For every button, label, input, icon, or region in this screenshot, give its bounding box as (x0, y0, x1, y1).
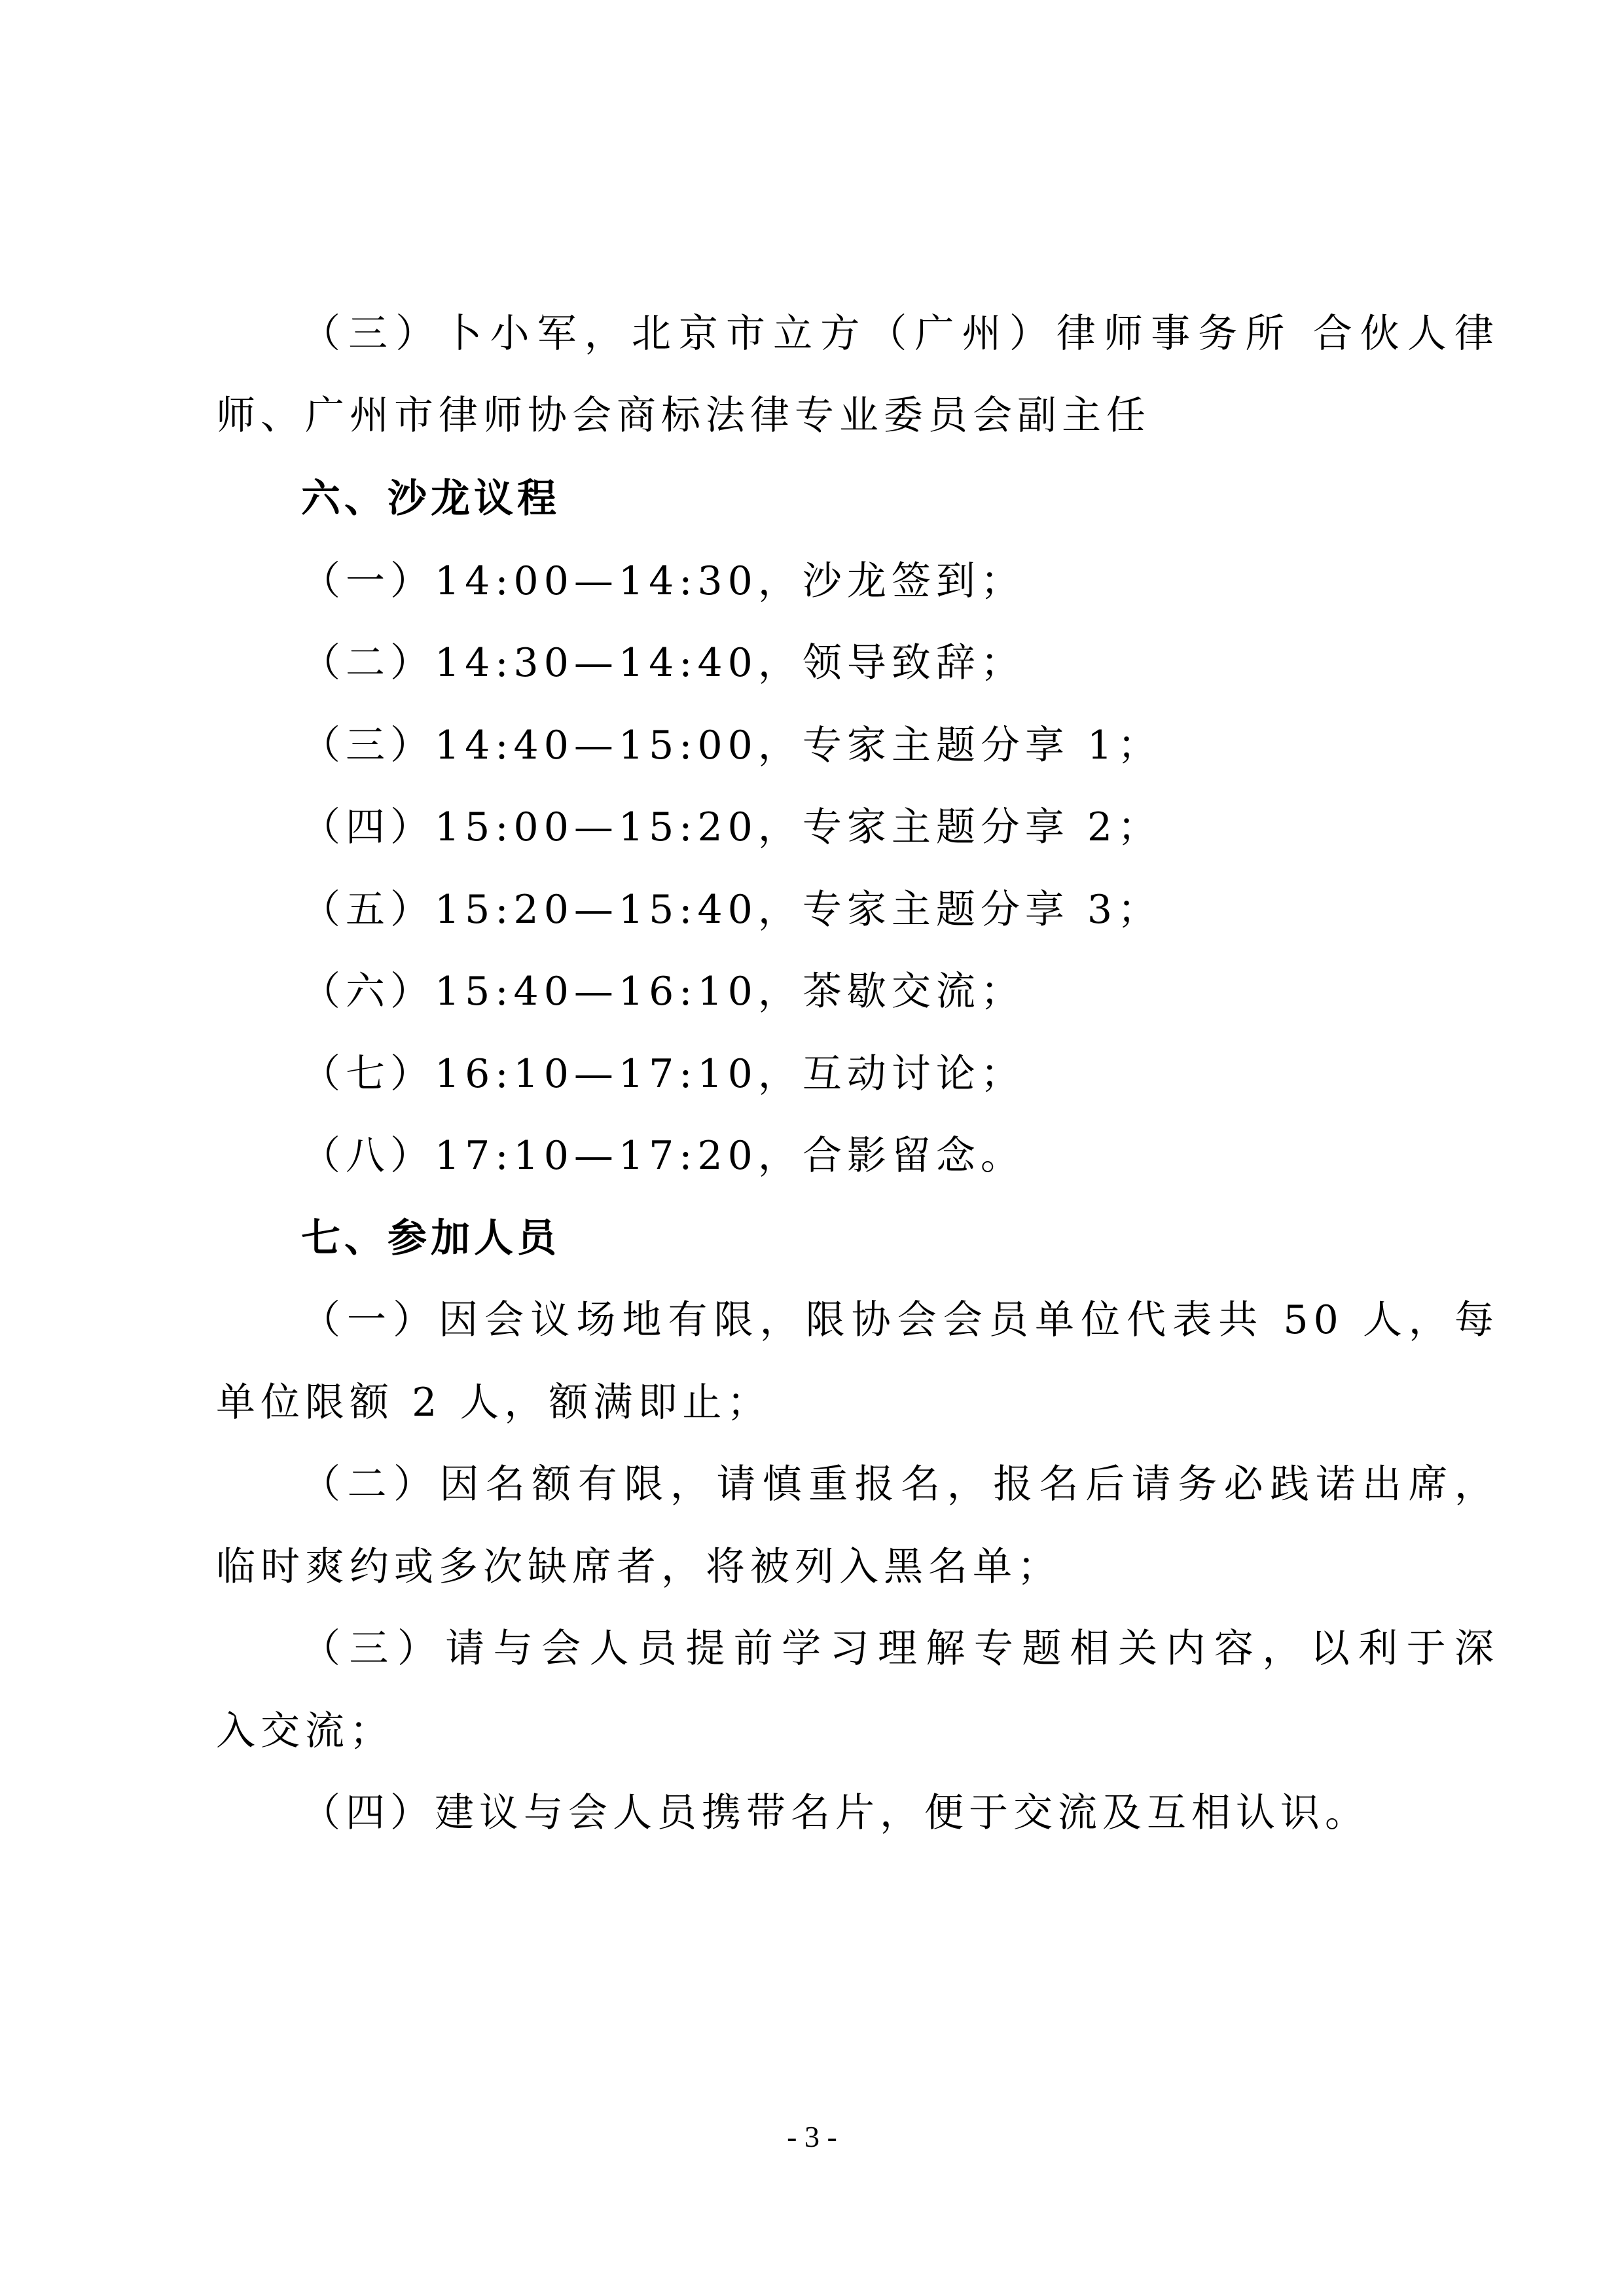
agenda-heading: 六、沙龙议程 (301, 476, 560, 522)
participants-item-3-line-2: 入交流； (216, 1708, 394, 1754)
agenda-item-5: （五）15:20—15:40，专家主题分享 3； (301, 887, 1163, 933)
agenda-item-6: （六）15:40—16:10，茶歇交流； (301, 969, 1025, 1014)
participants-item-1-line-1: （一）因会议场地有限，限协会会员单位代表共 50 人，每 (301, 1297, 1499, 1343)
agenda-item-2: （二）14:30—14:40，领导致辞； (301, 640, 1025, 686)
page-number: - 3 - (787, 2120, 837, 2153)
participants-item-2-line-2: 临时爽约或多次缺席者，将被列入黑名单； (216, 1544, 1062, 1590)
agenda-item-3: （三）14:40—15:00，专家主题分享 1； (301, 723, 1163, 768)
speaker-3-line-2: 师、广州市律师协会商标法律专业委员会副主任 (216, 393, 1151, 439)
participants-item-2-line-1: （二）因名额有限，请慎重报名，报名后请务必践诺出席， (301, 1462, 1499, 1507)
speaker-3-line-1: （三）卜小军，北京市立方（广州）律师事务所 合伙人律 (301, 311, 1499, 357)
agenda-item-1: （一）14:00—14:30，沙龙签到； (301, 558, 1025, 604)
participants-item-1-line-2: 单位限额 2 人，额满即止； (216, 1380, 772, 1426)
agenda-item-8: （八）17:10—17:20，合影留念。 (301, 1133, 1025, 1179)
participants-item-4: （四）建议与会人员携带名片，便于交流及互相认识。 (301, 1790, 1369, 1836)
participants-heading: 七、参加人员 (301, 1215, 560, 1261)
agenda-item-4: （四）15:00—15:20，专家主题分享 2； (301, 804, 1163, 850)
agenda-item-7: （七）16:10—17:10，互动讨论； (301, 1051, 1025, 1097)
participants-item-3-line-1: （三）请与会人员提前学习理解专题相关内容，以利于深 (301, 1626, 1499, 1672)
